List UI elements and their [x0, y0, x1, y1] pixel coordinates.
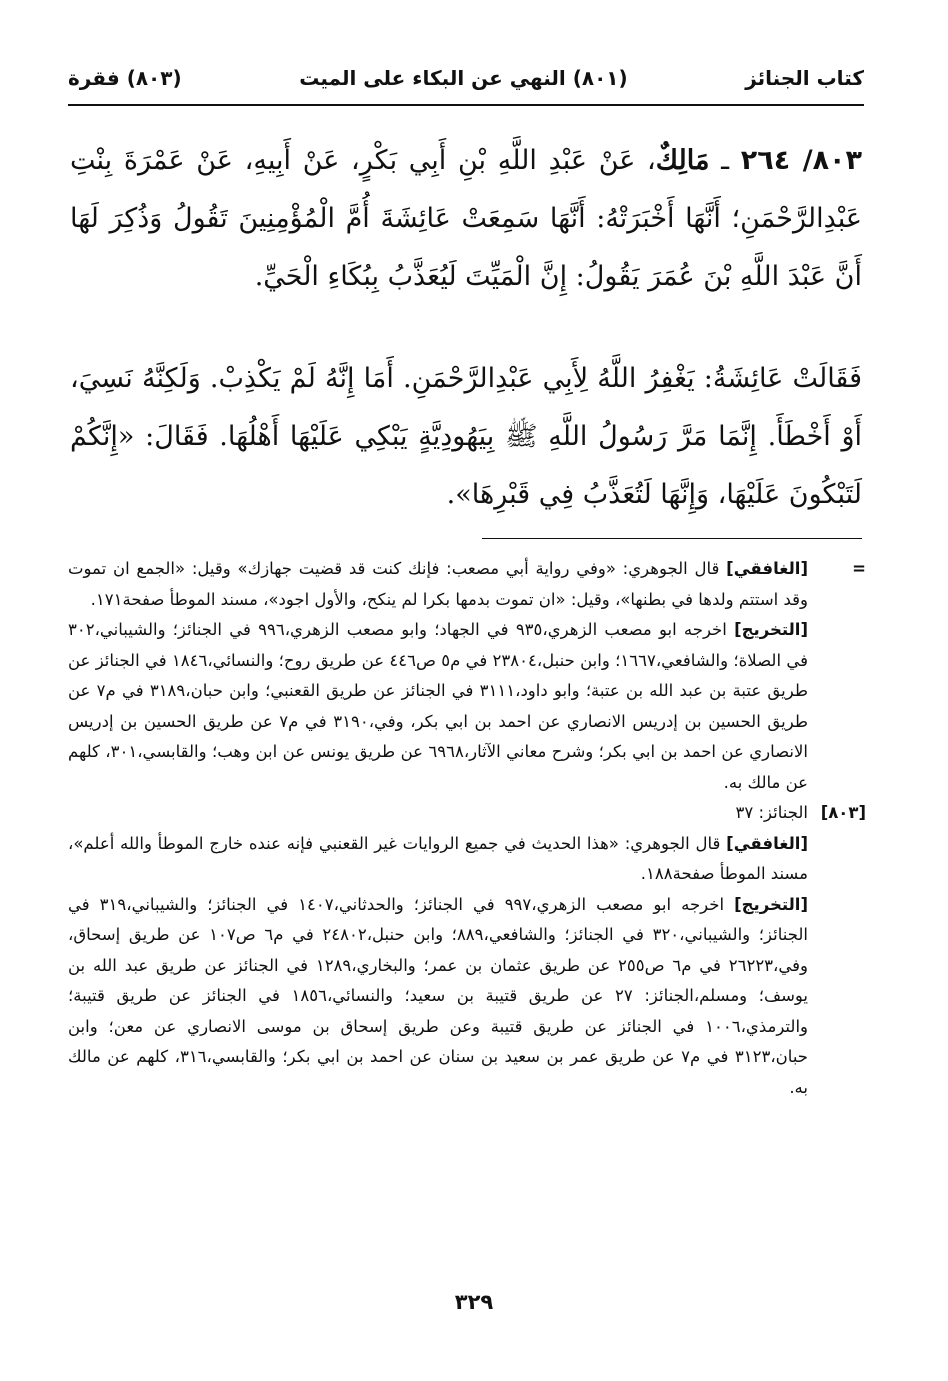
running-header	[68, 58, 864, 98]
ghafiqi-text: قال الجوهري: «هذا الحديث في جميع الروايات غير القعنبي فإنه عنده خارج الموطأ والله أعلم»، مسند الموطأ صفحة١٨٨.	[68, 833, 808, 883]
footnote-takhrij-2	[68, 890, 808, 1104]
ghafiqi-tag: [الغافقي]	[726, 559, 808, 578]
hadith-text-1: ، عَنْ عَبْدِ اللَّهِ بْنِ أَبِي بَكْرٍ، عَنْ أَبِيهِ، عَنْ عَمْرَةَ بِنْتِ عَبْدِالرَّحْمَنِ؛ أَنَّهَا أَخْبَرَتْهُ: أَنَّهَا سَمِعَتْ عَائِشَةَ أُمَّ الْمُؤْمِنِينَ تَقُولُ وَذُكِرَ لَهَا أَنَّ عَبْدَ اللَّهِ بْنَ عُمَرَ يَقُولُ: إِنَّ الْمَيِّتَ لَيُعَذَّبُ بِبُكَاءِ الْحَيِّ.	[70, 145, 862, 292]
footnote-ghafiqi-2	[68, 829, 808, 890]
header-book-title: كتاب الجنائز	[745, 66, 864, 90]
footnote-takhrij-1	[68, 615, 808, 798]
hadith-text-2: فَقَالَتْ عَائِشَةُ: يَغْفِرُ اللَّهُ لِأَبِي عَبْدِالرَّحْمَنِ. أَمَا إِنَّهُ لَمْ يَكْذِبْ. وَلَكِنَّهُ نَسِيَ، أَوْ أَخْطَأَ. إِنَّمَا مَرَّ رَسُولُ اللَّهِ ﷺ بِيَهُودِيَّةٍ يَبْكِي عَلَيْهَا أَهْلُهَا. فَقَالَ: «إِنَّكُمْ لَتَبْكُونَ عَلَيْهَا، وَإِنَّهَا لَتُعَذَّبُ فِي قَبْرِهَا».	[70, 363, 862, 510]
takhrij-tag: [التخريج]	[734, 620, 809, 639]
footnote-divider	[482, 538, 862, 539]
narrator-name: مَالِكٌ	[655, 145, 710, 176]
hadith-paragraph-1: ٨٠٣/ ٢٦٤ ـ مَالِكٌ، عَنْ عَبْدِ اللَّهِ بْنِ أَبِي بَكْرٍ، عَنْ أَبِيهِ، عَنْ عَمْرَةَ بِنْتِ عَبْدِالرَّحْمَنِ؛ أَنَّهَا أَخْبَرَتْهُ: أَنَّهَا سَمِعَتْ عَائِشَةَ أُمَّ الْمُؤْمِنِينَ تَقُولُ وَذُكِرَ لَهَا أَنَّ عَبْدَ اللَّهِ بْنَ عُمَرَ يَقُولُ: إِنَّ الْمَيِّتَ لَيُعَذَّبُ بِبُكَاءِ الْحَيِّ.	[70, 145, 863, 292]
hadith-number: ٨٠٣/ ٢٦٤	[740, 145, 863, 176]
header-chapter-title: (٨٠١) النهي عن البكاء على الميت	[299, 66, 628, 90]
footnote-continued	[68, 554, 866, 615]
footnotes-section	[68, 554, 866, 1103]
page-number: ٣٢٩	[454, 1290, 494, 1314]
hadith-paragraph-2	[70, 350, 862, 524]
footnote-number: [٨٠٣]	[820, 803, 866, 822]
ghafiqi-tag: [الغافقي]	[726, 833, 808, 853]
header-paragraph-number: (٨٠٣) فقرة	[68, 66, 182, 90]
footnote-ghafiqi-1	[68, 554, 808, 615]
ghafiqi-text: قال الجوهري: «وفي رواية أبي مصعب: فإنك كنت قد قضيت جهازك» وقيل: «الجمع ان تموت وقد استتم ولدها في بطنها»، وقيل: «ان تموت بدمها بكرا لم ينكح، والأول اجود»، مسند الموطأ صفحة١٧١.	[68, 559, 808, 609]
continuation-marker: =	[852, 559, 866, 578]
header-divider	[68, 104, 864, 106]
footnote-chapter-ref: الجنائز: ٣٧	[735, 803, 808, 822]
footnote-803	[68, 798, 866, 829]
takhrij-text: اخرجه ابو مصعب الزهري،٩٩٧ في الجنائز؛ والحدثاني،١٤٠٧ في الجنائز؛ والشيباني،٣١٩ في الجنائز؛ والشيباني،٣٢٠ في الجنائز؛ والشافعي،٨٨٩؛ وابن حنبل،٢٤٨٠٢ في م٦ ص١٠٧ عن طريق إسحاق، وفي،٢٦٢٢٣ في م٦ ص٢٥٥ عن طريق عثمان بن عمر؛ والبخاري،١٢٨٩ في الجنائز عن طريق عبد الله بن يوسف؛ ومسلم،الجنائز: ٢٧ عن طريق قتيبة بن سعيد؛ والنسائي،١٨٥٦ في الجنائز عن طريق قتيبة؛ والترمذي،١٠٠٦ في الجنائز عن طريق قتيبة وعن طريق إسحاق بن موسى الانصاري عن معن؛ وابن حبان،٣١٢٣ في م٧ عن طريق عمر بن سعيد بن سنان عن احمد بن ابي بكر؛ والقابسي،٣١٦، كلهم عن مالك به.	[68, 894, 809, 1097]
takhrij-text: اخرجه ابو مصعب الزهري،٩٣٥ في الجهاد؛ وابو مصعب الزهري،٩٩٦ في الجنائز؛ والشيباني،٣٠٢ في الصلاة؛ والشافعي،١٦٦٧؛ وابن حنبل،٢٣٨٠٤ في م٥ ص٤٤٦ عن طريق روح؛ والنسائي،١٨٤٦ في الجنائز عن طريق عتبة بن عبد الله بن عتبة؛ وابو داود،٣١١١ في الجنائز عن طريق القعنبي؛ وابن حبان،٣١٨٩ في م٧ عن طريق الحسين بن إدريس الانصاري عن احمد بن ابي بكر، وفي،٣١٩٠ في م٧ عن طريق الحسين بن إدريس الانصاري عن احمد بن ابي بكر؛ وشرح معاني الآثار،٦٩٦٨ عن طريق يونس عن ابن وهب؛ والقابسي،٣٠١، كلهم عن مالك به.	[68, 620, 809, 792]
takhrij-tag: [التخريج]	[734, 894, 808, 914]
